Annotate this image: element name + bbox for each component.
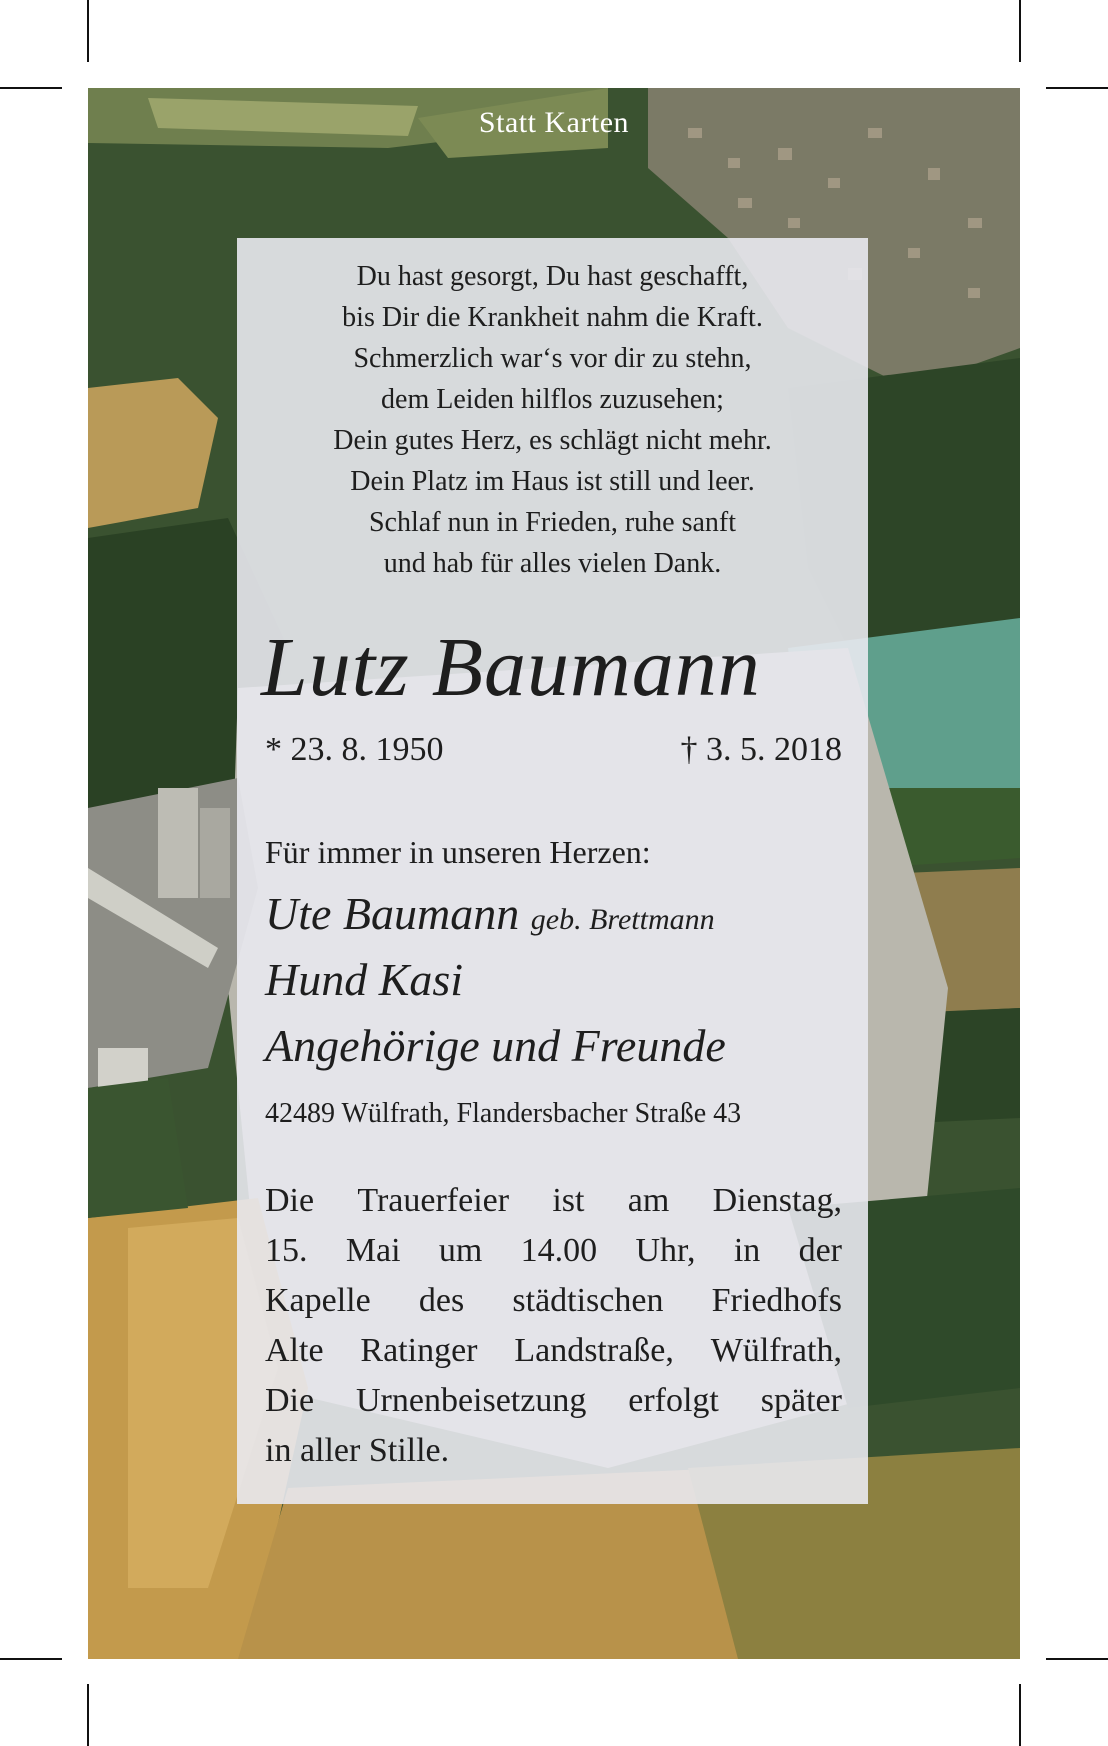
poem-line: dem Leiden hilflos zuzusehen; [381, 384, 724, 415]
ceremony-line [265, 1276, 842, 1326]
ceremony-word: Stille. [368, 1432, 450, 1469]
poem [237, 256, 868, 584]
ceremony-word: Kapelle [265, 1282, 371, 1319]
ceremony-word: in [733, 1232, 761, 1269]
poem-line: Dein gutes Herz, es schlägt nicht mehr. [333, 425, 772, 456]
ceremony-word: Trauerfeier [357, 1182, 510, 1219]
ceremony-word: Alte [265, 1332, 324, 1369]
poem-line: und hab für alles vielen Dank. [383, 548, 722, 579]
ceremony-line [265, 1226, 842, 1276]
mourner-name: Ute Baumann [265, 888, 520, 939]
ceremony-word: Mai [345, 1232, 401, 1269]
ceremony-word: 14.00 [520, 1232, 598, 1269]
crop-mark-bottom-left [87, 1684, 89, 1746]
death-date: † 3. 5. 2018 [680, 731, 842, 768]
poem-line: bis Dir die Krankheit nahm die Kraft. [342, 302, 763, 333]
crop-mark-left-top [0, 87, 62, 89]
ceremony-line [265, 1176, 842, 1226]
mourner-note: geb. Brettmann [530, 903, 715, 936]
ceremony-word: 15. [265, 1232, 308, 1269]
obituary-card [237, 238, 868, 1504]
ceremony-word: am [627, 1182, 670, 1219]
ceremony-word: aller [299, 1432, 369, 1469]
ceremony-line [265, 1426, 842, 1476]
ceremony-word: in [265, 1432, 300, 1469]
mourner-entry [265, 886, 715, 948]
poem-line: Dein Platz im Haus ist still und leer. [350, 466, 755, 497]
crop-mark-right-top [1046, 87, 1108, 89]
ceremony-word: Friedhofs [711, 1282, 842, 1319]
ceremony-word: Landstraße, [514, 1332, 674, 1369]
mourner-name: Angehörige und Freunde [265, 1020, 726, 1071]
ceremony-word: der [798, 1232, 842, 1269]
mourner-entry [265, 1018, 726, 1074]
mourners-intro: Für immer in unseren Herzen: [265, 834, 651, 870]
poem-line: Du hast gesorgt, Du hast geschafft, [356, 261, 749, 292]
ceremony-word: Die [265, 1182, 315, 1219]
crop-mark-left-bottom [0, 1658, 62, 1660]
kicker-statt-karten: Statt Karten [478, 106, 630, 139]
poem-line: Schlaf nun in Frieden, ruhe sanft [368, 507, 737, 538]
ceremony-word: des [418, 1282, 465, 1319]
ceremony-word: Uhr, [635, 1232, 696, 1269]
ceremony-word: Die [265, 1382, 315, 1419]
mourner-name: Hund Kasi [265, 954, 464, 1005]
ceremony-word: Urnenbeisetzung [355, 1382, 587, 1419]
deceased-name: Lutz Baumann [261, 621, 761, 714]
ceremony-word: Ratinger [360, 1332, 478, 1369]
mourner-entry [265, 952, 463, 1008]
crop-mark-top-left [87, 0, 89, 62]
ceremony-word: später [760, 1382, 842, 1419]
ceremony-details [265, 1176, 842, 1476]
ceremony-word: Wülfrath, [710, 1332, 842, 1369]
crop-mark-top-right [1019, 0, 1021, 62]
crop-mark-right-bottom [1046, 1658, 1108, 1660]
birth-date: * 23. 8. 1950 [265, 731, 444, 768]
ceremony-line [265, 1376, 842, 1426]
address: 42489 Wülfrath, Flandersbacher Straße 43 [265, 1098, 742, 1129]
poem-line: Schmerzlich war‘s vor dir zu stehn, [353, 343, 752, 374]
life-dates [265, 730, 842, 770]
ceremony-word: städtischen [512, 1282, 664, 1319]
ceremony-word: erfolgt [628, 1382, 719, 1419]
ceremony-word: Dienstag, [712, 1182, 842, 1219]
crop-mark-bottom-right [1019, 1684, 1021, 1746]
ceremony-line [265, 1326, 842, 1376]
ceremony-word: um [438, 1232, 483, 1269]
ceremony-word: ist [552, 1182, 585, 1219]
